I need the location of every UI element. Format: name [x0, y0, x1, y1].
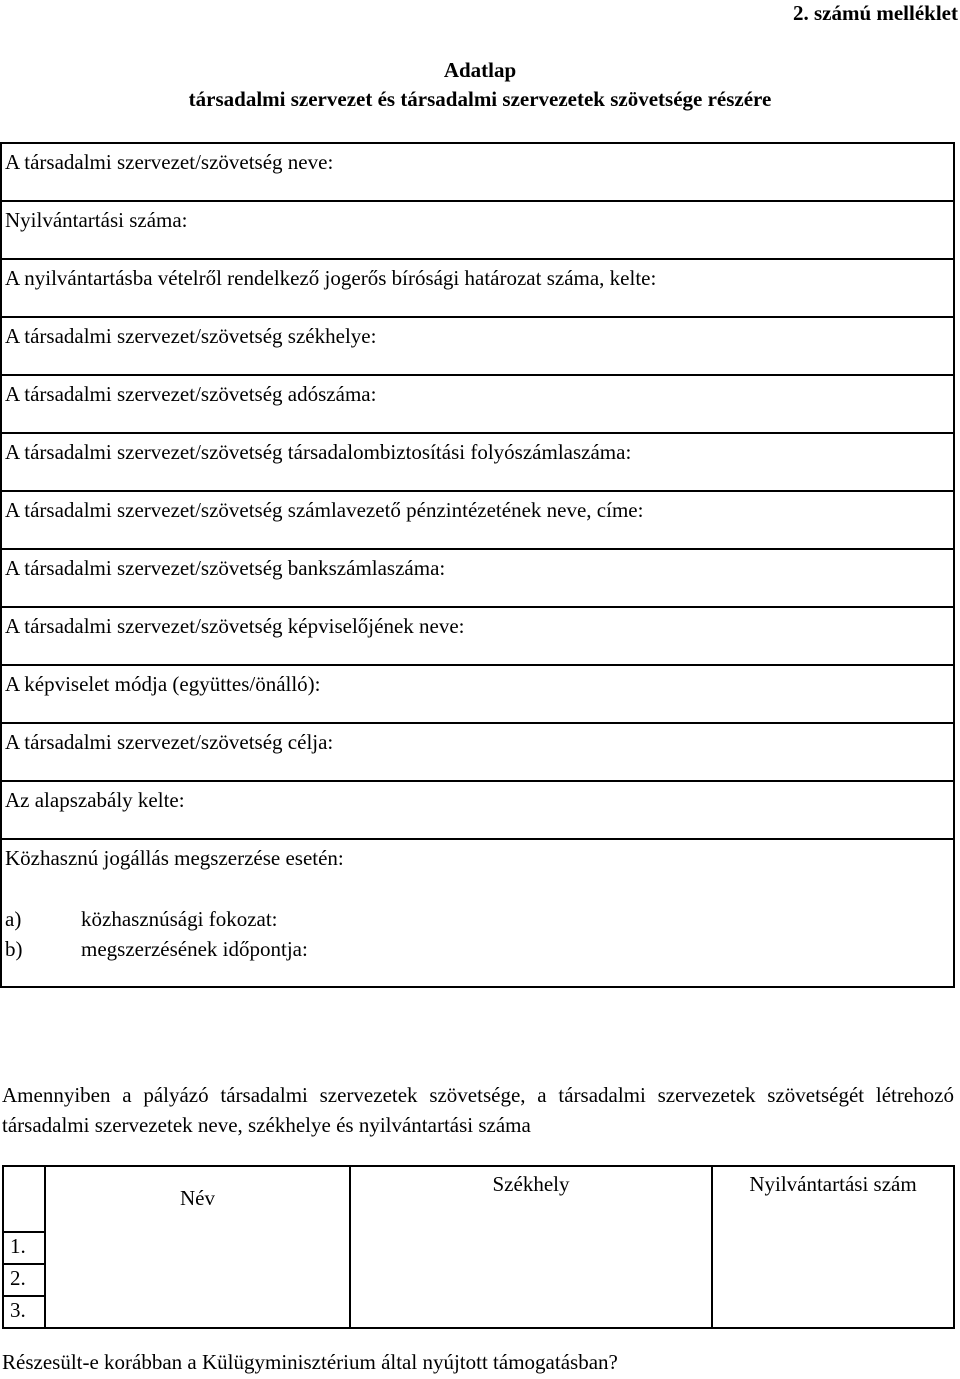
form-title-text: Adatlap	[443, 58, 517, 82]
list-text: közhasznúsági fokozat:	[81, 907, 278, 931]
data-form-table	[0, 142, 955, 988]
row-number: 2.	[3, 1264, 45, 1296]
field-representative-name[interactable]: A társadalmi szervezet/szövetség képviselőjének neve:	[1, 607, 954, 665]
public-benefit-label: Közhasznú jogállás megszerzése esetén:	[5, 846, 344, 870]
annex-label: 2. számú melléklet	[792, 1, 958, 25]
row-number: 1.	[3, 1232, 45, 1264]
field-registration-number[interactable]: Nyilvántartási száma:	[1, 201, 954, 259]
column-header-seat: Székhely	[350, 1166, 712, 1328]
form-subtitle: társadalmi szervezet és társadalmi szervezetek szövetsége részére	[188, 87, 772, 111]
prior-support-question: Részesült-e korábban a Külügyminisztérium által nyújtott támogatásban?	[2, 1350, 618, 1374]
header-cell-blank	[3, 1166, 45, 1232]
column-header-registration: Nyilvántartási szám	[712, 1166, 954, 1328]
federation-paragraph: Amennyiben a pályázó társadalmi szervezetek szövetsége, a társadalmi szervezetek szövetségét létrehozó társadalmi szervezetek neve, székhelye és nyilvántartási száma	[2, 1083, 954, 1137]
form-title	[0, 56, 960, 85]
field-social-security-account[interactable]: A társadalmi szervezet/szövetség társadalombiztosítási folyószámlaszáma:	[1, 433, 954, 491]
field-representation-mode[interactable]: A képviselet módja (együttes/önálló):	[1, 665, 954, 723]
field-bank-account[interactable]: A társadalmi szervezet/szövetség bankszámlaszáma:	[1, 549, 954, 607]
field-court-decision[interactable]: A nyilvántartásba vételről rendelkező jogerős bírósági határozat száma, kelte:	[1, 259, 954, 317]
field-bank-name-address[interactable]: A társadalmi szervezet/szövetség számlavezető pénzintézetének neve, címe:	[1, 491, 954, 549]
member-orgs-table	[2, 1165, 955, 1329]
column-header-name: Név	[45, 1166, 350, 1328]
field-public-benefit[interactable]	[1, 839, 954, 987]
field-tax-number[interactable]: A társadalmi szervezet/szövetség adószáma:	[1, 375, 954, 433]
field-statute-date[interactable]: Az alapszabály kelte:	[1, 781, 954, 839]
list-marker: b)	[5, 937, 23, 961]
list-item	[5, 934, 953, 964]
row-number: 3.	[3, 1296, 45, 1328]
list-item	[5, 904, 953, 934]
list-text: megszerzésének időpontja:	[81, 937, 308, 961]
field-purpose[interactable]: A társadalmi szervezet/szövetség célja:	[1, 723, 954, 781]
public-benefit-list	[5, 904, 953, 964]
list-marker: a)	[5, 907, 22, 931]
field-seat[interactable]: A társadalmi szervezet/szövetség székhelye:	[1, 317, 954, 375]
field-org-name[interactable]: A társadalmi szervezet/szövetség neve:	[1, 143, 954, 201]
